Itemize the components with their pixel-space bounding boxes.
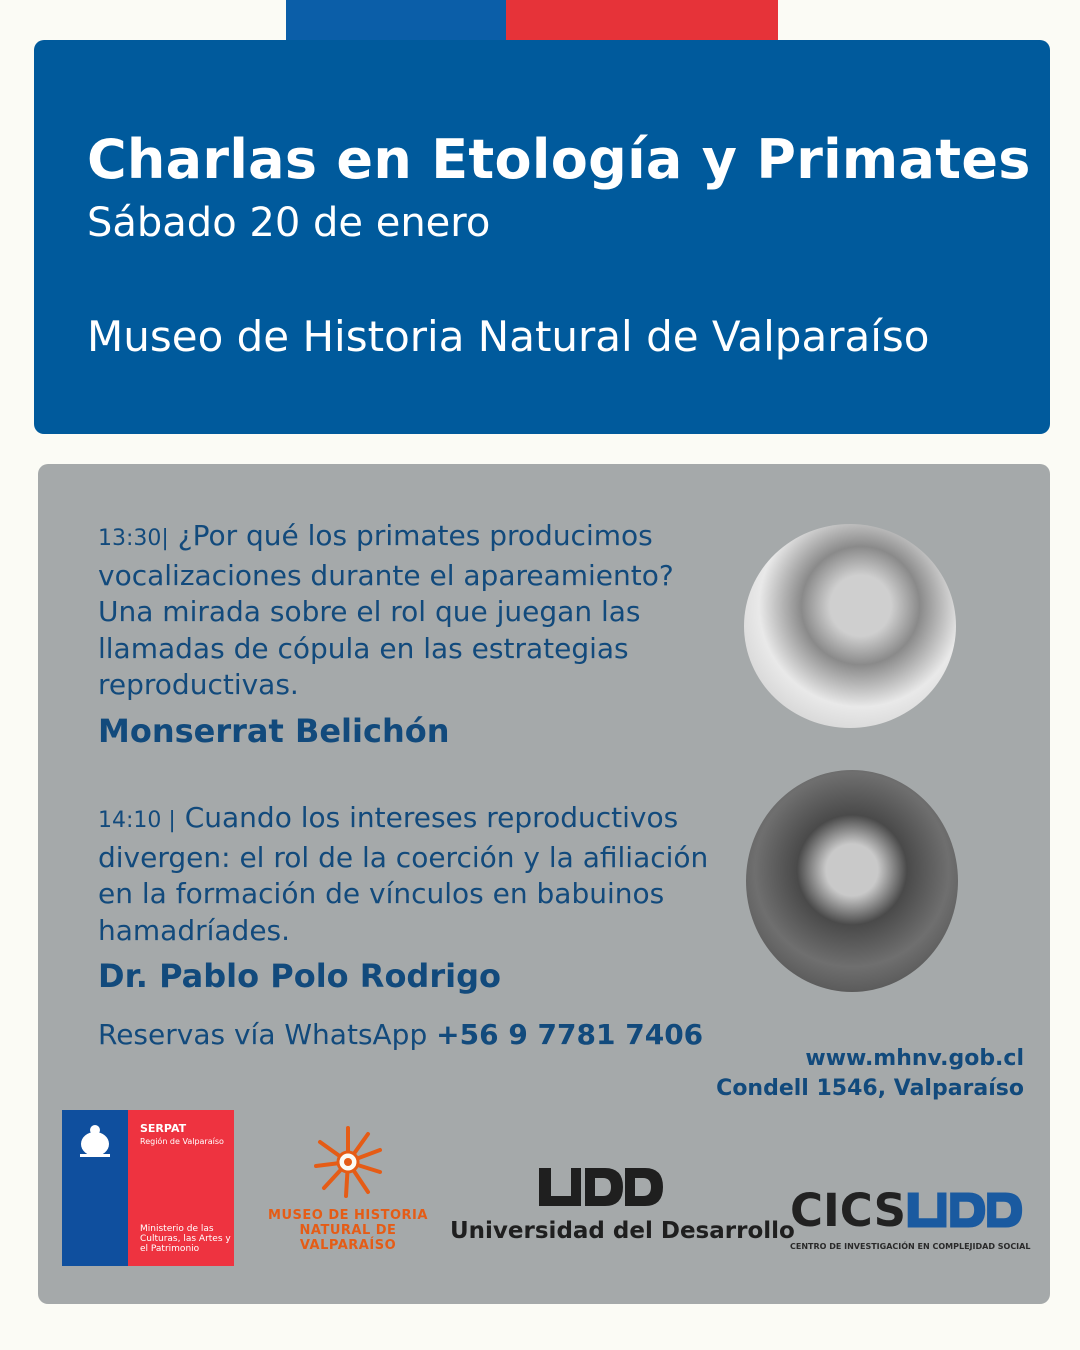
- ammonite-icon: [310, 1124, 386, 1200]
- whatsapp-phone[interactable]: +56 9 7781 7406: [436, 1018, 704, 1051]
- event-venue: Museo de Historia Natural de Valparaíso: [87, 312, 930, 361]
- serpat-logo-blue-panel: [62, 1110, 128, 1266]
- speaker-photo: [746, 770, 958, 992]
- cics-subtitle: CENTRO DE INVESTIGACIÓN EN COMPLEJIDAD SOCIAL: [790, 1242, 1031, 1251]
- header-card: [34, 40, 1050, 434]
- speaker-name: Monserrat Belichón: [98, 711, 450, 750]
- cics-logo: [790, 1184, 1031, 1264]
- serpat-ministry: Ministerio de las Culturas, las Artes y el Patrimonio: [140, 1224, 231, 1254]
- udd-name: Universidad del Desarrollo: [450, 1218, 795, 1244]
- museum-logo-text: MUSEO DE HISTORIA NATURAL DE VALPARAÍSO: [268, 1208, 428, 1253]
- serpat-region: Región de Valparaíso: [140, 1137, 224, 1146]
- museum-logo: [258, 1124, 438, 1264]
- udd-logo: [450, 1164, 795, 1254]
- talk-time: 14:10 |: [98, 808, 176, 833]
- speaker-photo: [744, 524, 956, 728]
- event-date: Sábado 20 de enero: [87, 200, 491, 246]
- speaker-name: Dr. Pablo Polo Rodrigo: [98, 957, 501, 995]
- talk-description: [98, 518, 718, 704]
- reservation-info: [98, 1018, 703, 1051]
- talk-time: 13:30|: [98, 526, 169, 551]
- cics-letters: CICS: [790, 1184, 907, 1237]
- udd-mark-icon: [904, 1188, 1024, 1232]
- coat-of-arms-icon: [62, 1110, 128, 1170]
- talk-item: [98, 800, 718, 995]
- talk-title: ¿Por qué los primates producimos vocalizaciones durante el apareamiento? Una mirada sobre el rol que juegan las llamadas de cópula en las estrategias reproductivas.: [98, 519, 674, 701]
- udd-mark-icon: [535, 1164, 665, 1210]
- talk-item: [98, 518, 718, 750]
- serpat-title: SERPAT: [140, 1122, 187, 1135]
- program-card: [38, 464, 1050, 1304]
- talk-title: Cuando los intereses reproductivos divergen: el rol de la coerción y la afiliación en la formación de vínculos en babuinos hamadríades.: [98, 801, 709, 947]
- website-link[interactable]: www.mhnv.gob.cl: [805, 1046, 1024, 1071]
- serpat-logo: [62, 1110, 234, 1266]
- contact-info: [716, 1044, 1024, 1104]
- talk-description: [98, 800, 718, 949]
- address: Condell 1546, Valparaíso: [716, 1076, 1024, 1101]
- reservation-label: Reservas vía WhatsApp: [98, 1018, 437, 1051]
- event-title: Charlas en Etología y Primates: [87, 128, 1031, 191]
